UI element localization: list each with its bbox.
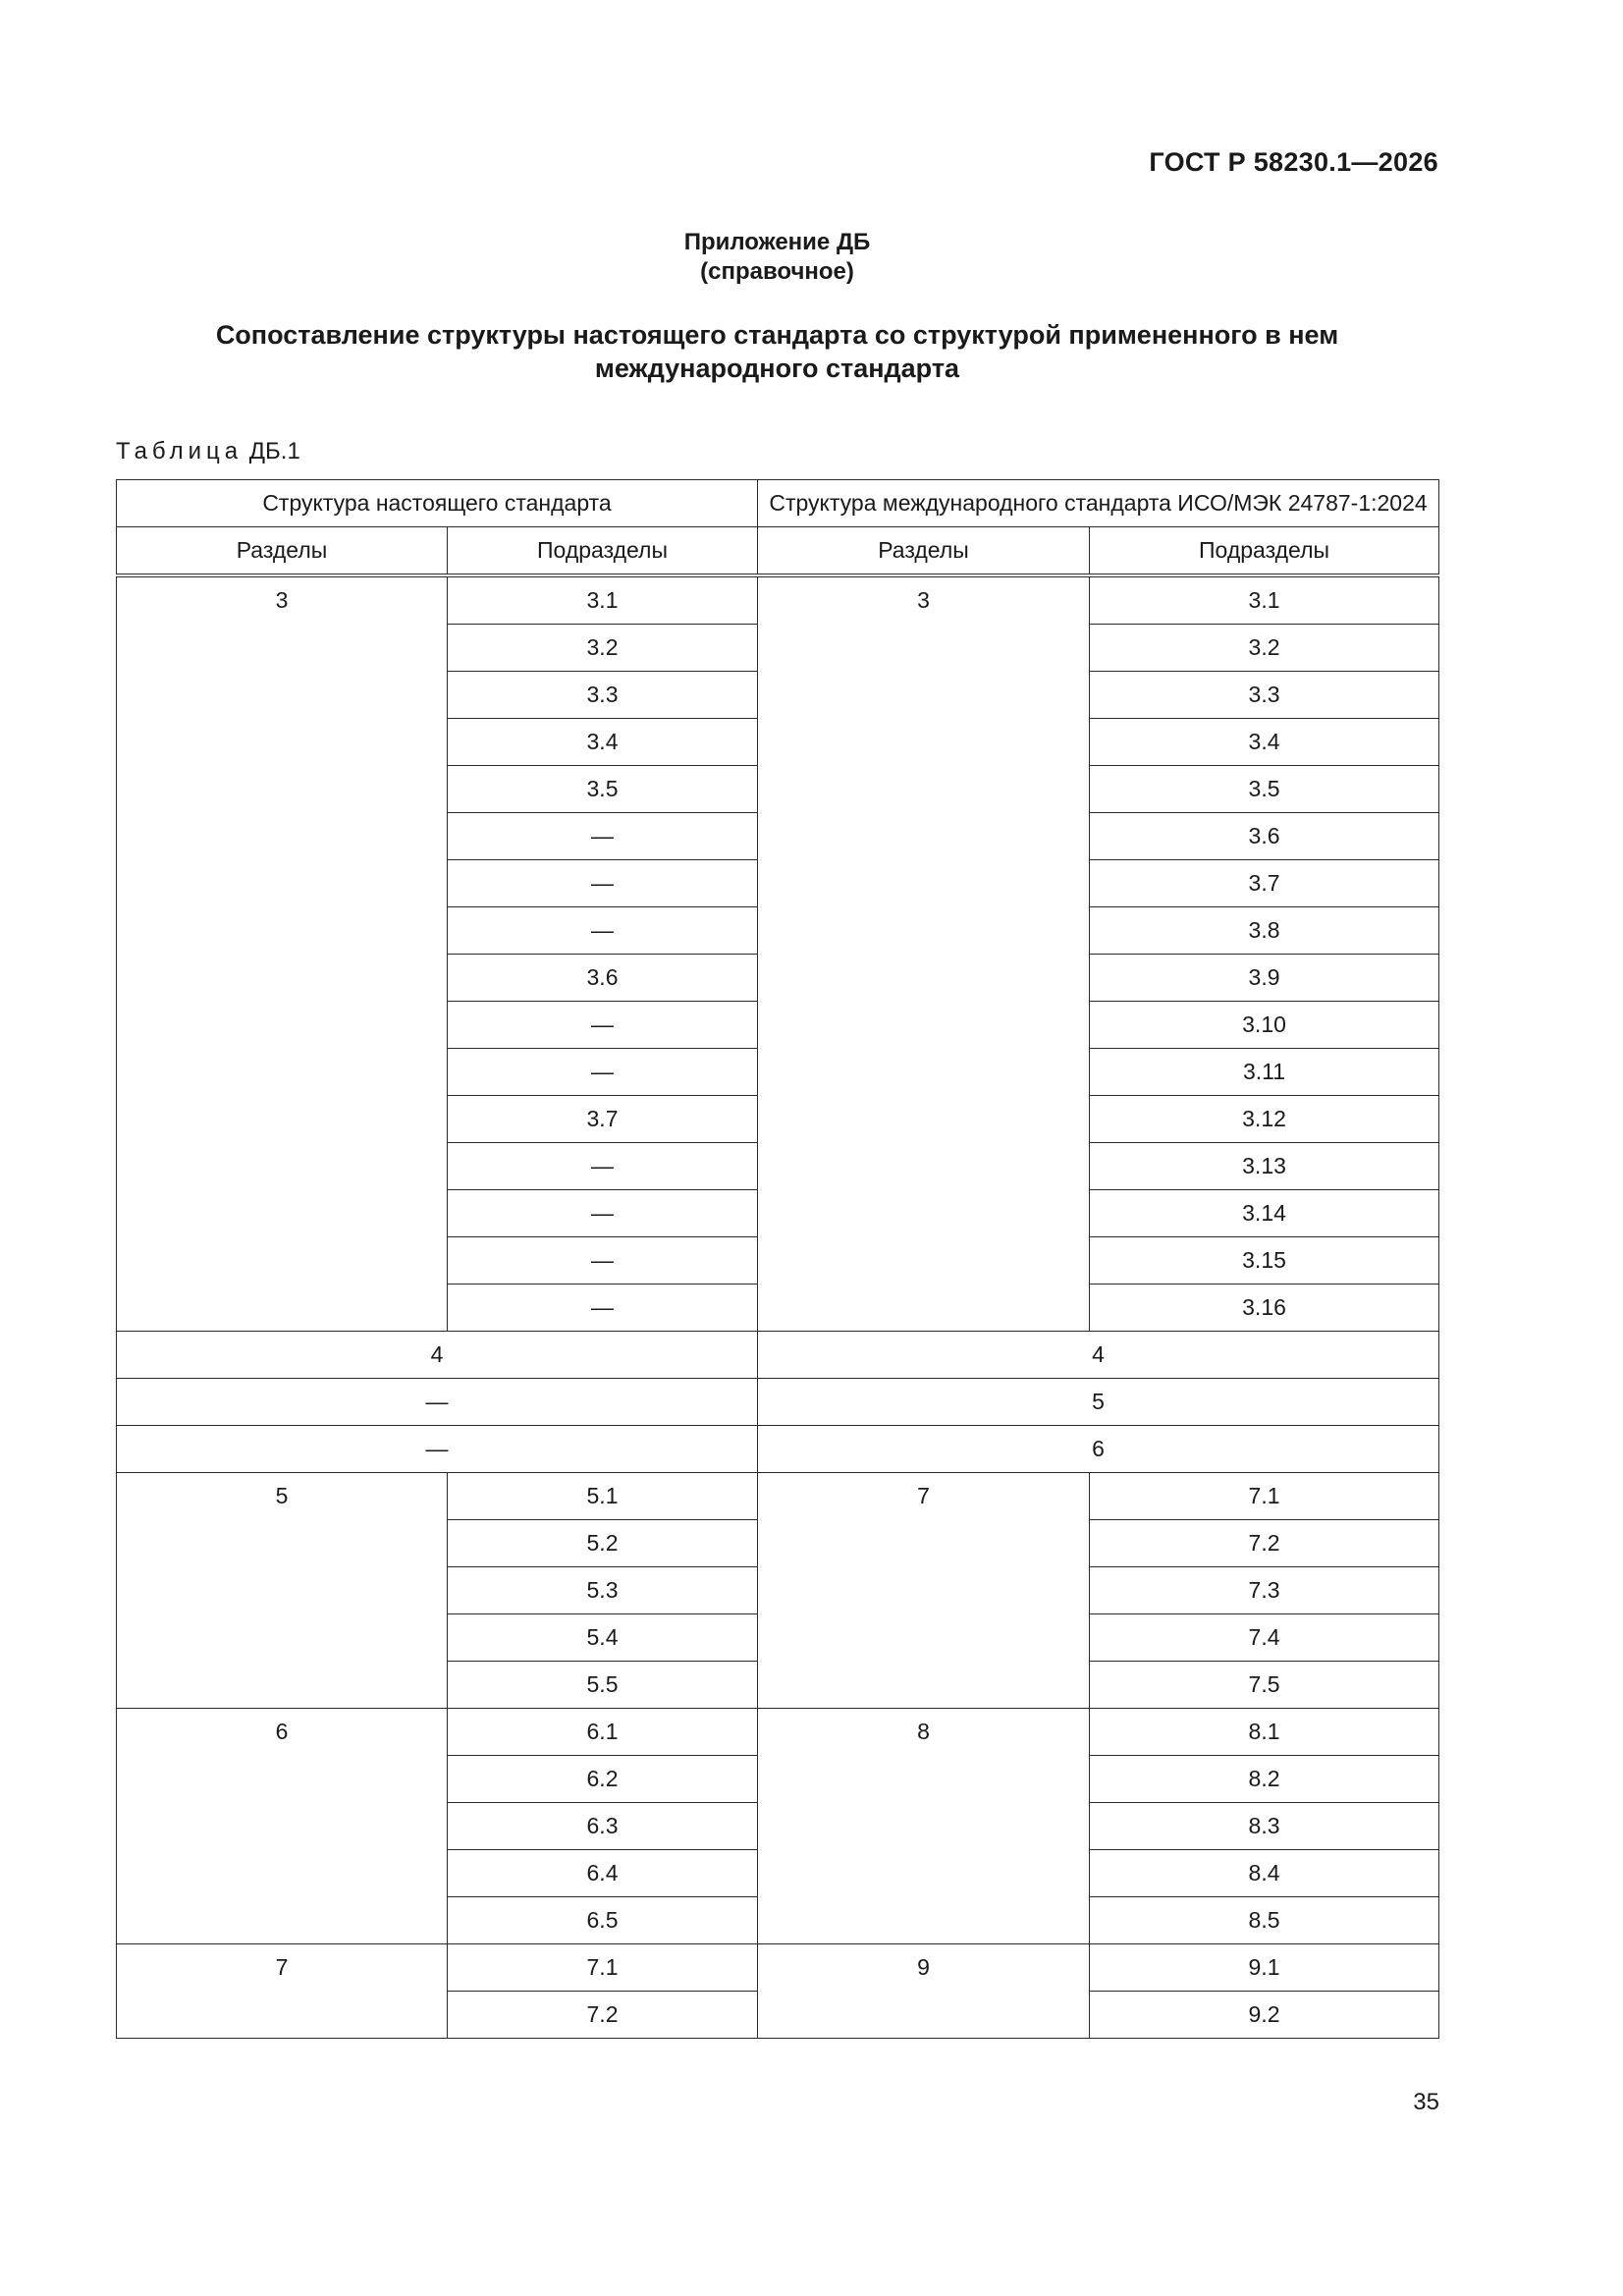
section-current: 5 (117, 1473, 448, 1709)
subsection-international: 3.16 (1090, 1285, 1439, 1332)
col-header-subsections-current: Подразделы (448, 527, 758, 576)
subsection-international: 8.3 (1090, 1803, 1439, 1850)
subsection-international: 8.1 (1090, 1709, 1439, 1756)
annex-subtitle: (справочное) (700, 258, 854, 285)
subsection-international: 3.7 (1090, 860, 1439, 907)
page-number: 35 (1413, 2089, 1439, 2115)
structure-comparison-table (116, 479, 1439, 2039)
subsection-current: 6.3 (448, 1803, 758, 1850)
subsection-international: 3.9 (1090, 955, 1439, 1002)
section-international: 9 (758, 1944, 1090, 2039)
subsection-international: 3.14 (1090, 1190, 1439, 1237)
subsection-international: 3.2 (1090, 625, 1439, 672)
subsection-current: — (448, 1285, 758, 1332)
subsection-international: 3.1 (1090, 575, 1439, 625)
subsection-current: — (448, 860, 758, 907)
subsection-international: 3.4 (1090, 719, 1439, 766)
subsection-international: 7.3 (1090, 1567, 1439, 1614)
subsection-current: — (448, 1190, 758, 1237)
subsection-current: 7.2 (448, 1992, 758, 2039)
subsection-international: 9.1 (1090, 1944, 1439, 1992)
subsection-current: 6.1 (448, 1709, 758, 1756)
title-line-1: Сопоставление структуры настоящего стандарта со структурой примененного в нем (215, 320, 1339, 350)
subsection-current: 3.7 (448, 1096, 758, 1143)
subsection-international: 7.2 (1090, 1520, 1439, 1567)
subsection-current: 5.5 (448, 1662, 758, 1709)
subsection-current: 3.3 (448, 672, 758, 719)
section-international: 5 (758, 1379, 1439, 1426)
subsection-current: 5.4 (448, 1614, 758, 1662)
section-international: 8 (758, 1709, 1090, 1944)
subsection-international: 8.2 (1090, 1756, 1439, 1803)
subsection-current: 6.4 (448, 1850, 758, 1897)
section-international: 4 (758, 1332, 1439, 1379)
subsection-international: 8.5 (1090, 1897, 1439, 1944)
table-caption-word: Таблица (116, 438, 243, 465)
table-caption (116, 438, 300, 465)
annex-title-block (0, 318, 1554, 385)
annex-heading (0, 228, 1554, 287)
col-header-sections-current: Разделы (117, 527, 448, 576)
subsection-international: 3.13 (1090, 1143, 1439, 1190)
table-row (117, 1944, 1439, 1992)
subsection-current: 5.3 (448, 1567, 758, 1614)
table-row (117, 1426, 1439, 1473)
table-header-row (117, 480, 1439, 527)
subsection-international: 7.4 (1090, 1614, 1439, 1662)
title-line-2: международного стандарта (594, 354, 960, 383)
section-current: 6 (117, 1709, 448, 1944)
subsection-current: 3.6 (448, 955, 758, 1002)
subsection-current: — (448, 1002, 758, 1049)
col-header-subsections-international: Подразделы (1090, 527, 1439, 576)
subsection-international: 3.12 (1090, 1096, 1439, 1143)
table-subheader-row (117, 527, 1439, 576)
table-caption-number: ДБ.1 (248, 438, 300, 465)
document-code: ГОСТ Р 58230.1—2026 (1149, 147, 1438, 177)
subsection-international: 3.15 (1090, 1237, 1439, 1285)
subsection-current: 3.5 (448, 766, 758, 813)
table-row (117, 575, 1439, 625)
subsection-international: 8.4 (1090, 1850, 1439, 1897)
section-international: 6 (758, 1426, 1439, 1473)
subsection-international: 3.6 (1090, 813, 1439, 860)
section-current: 3 (117, 575, 448, 1332)
subsection-international: 3.10 (1090, 1002, 1439, 1049)
subsection-current: — (448, 1143, 758, 1190)
subsection-current: 3.1 (448, 575, 758, 625)
header-current-standard: Структура настоящего стандарта (117, 480, 758, 527)
subsection-current: 3.2 (448, 625, 758, 672)
subsection-current: — (448, 813, 758, 860)
table-row (117, 1379, 1439, 1426)
section-international: 7 (758, 1473, 1090, 1709)
subsection-international: 3.5 (1090, 766, 1439, 813)
section-current: 4 (117, 1332, 758, 1379)
section-current: — (117, 1426, 758, 1473)
subsection-international: 7.5 (1090, 1662, 1439, 1709)
subsection-international: 3.3 (1090, 672, 1439, 719)
subsection-current: 6.2 (448, 1756, 758, 1803)
subsection-international: 3.8 (1090, 907, 1439, 955)
subsection-current: 6.5 (448, 1897, 758, 1944)
section-international: 3 (758, 575, 1090, 1332)
annex-title: Приложение ДБ (683, 229, 871, 255)
subsection-current: 7.1 (448, 1944, 758, 1992)
subsection-current: 3.4 (448, 719, 758, 766)
table-row (117, 1709, 1439, 1756)
col-header-sections-international: Разделы (758, 527, 1090, 576)
header-international-standard: Структура международного стандарта ИСО/МЭК 24787-1:2024 (758, 480, 1439, 527)
subsection-current: — (448, 907, 758, 955)
subsection-current: 5.1 (448, 1473, 758, 1520)
subsection-current: 5.2 (448, 1520, 758, 1567)
table-row (117, 1473, 1439, 1520)
subsection-international: 7.1 (1090, 1473, 1439, 1520)
section-current: 7 (117, 1944, 448, 2039)
subsection-current: — (448, 1237, 758, 1285)
subsection-current: — (448, 1049, 758, 1096)
subsection-international: 3.11 (1090, 1049, 1439, 1096)
table-row (117, 1332, 1439, 1379)
table-body (117, 480, 1439, 2039)
subsection-international: 9.2 (1090, 1992, 1439, 2039)
section-current: — (117, 1379, 758, 1426)
